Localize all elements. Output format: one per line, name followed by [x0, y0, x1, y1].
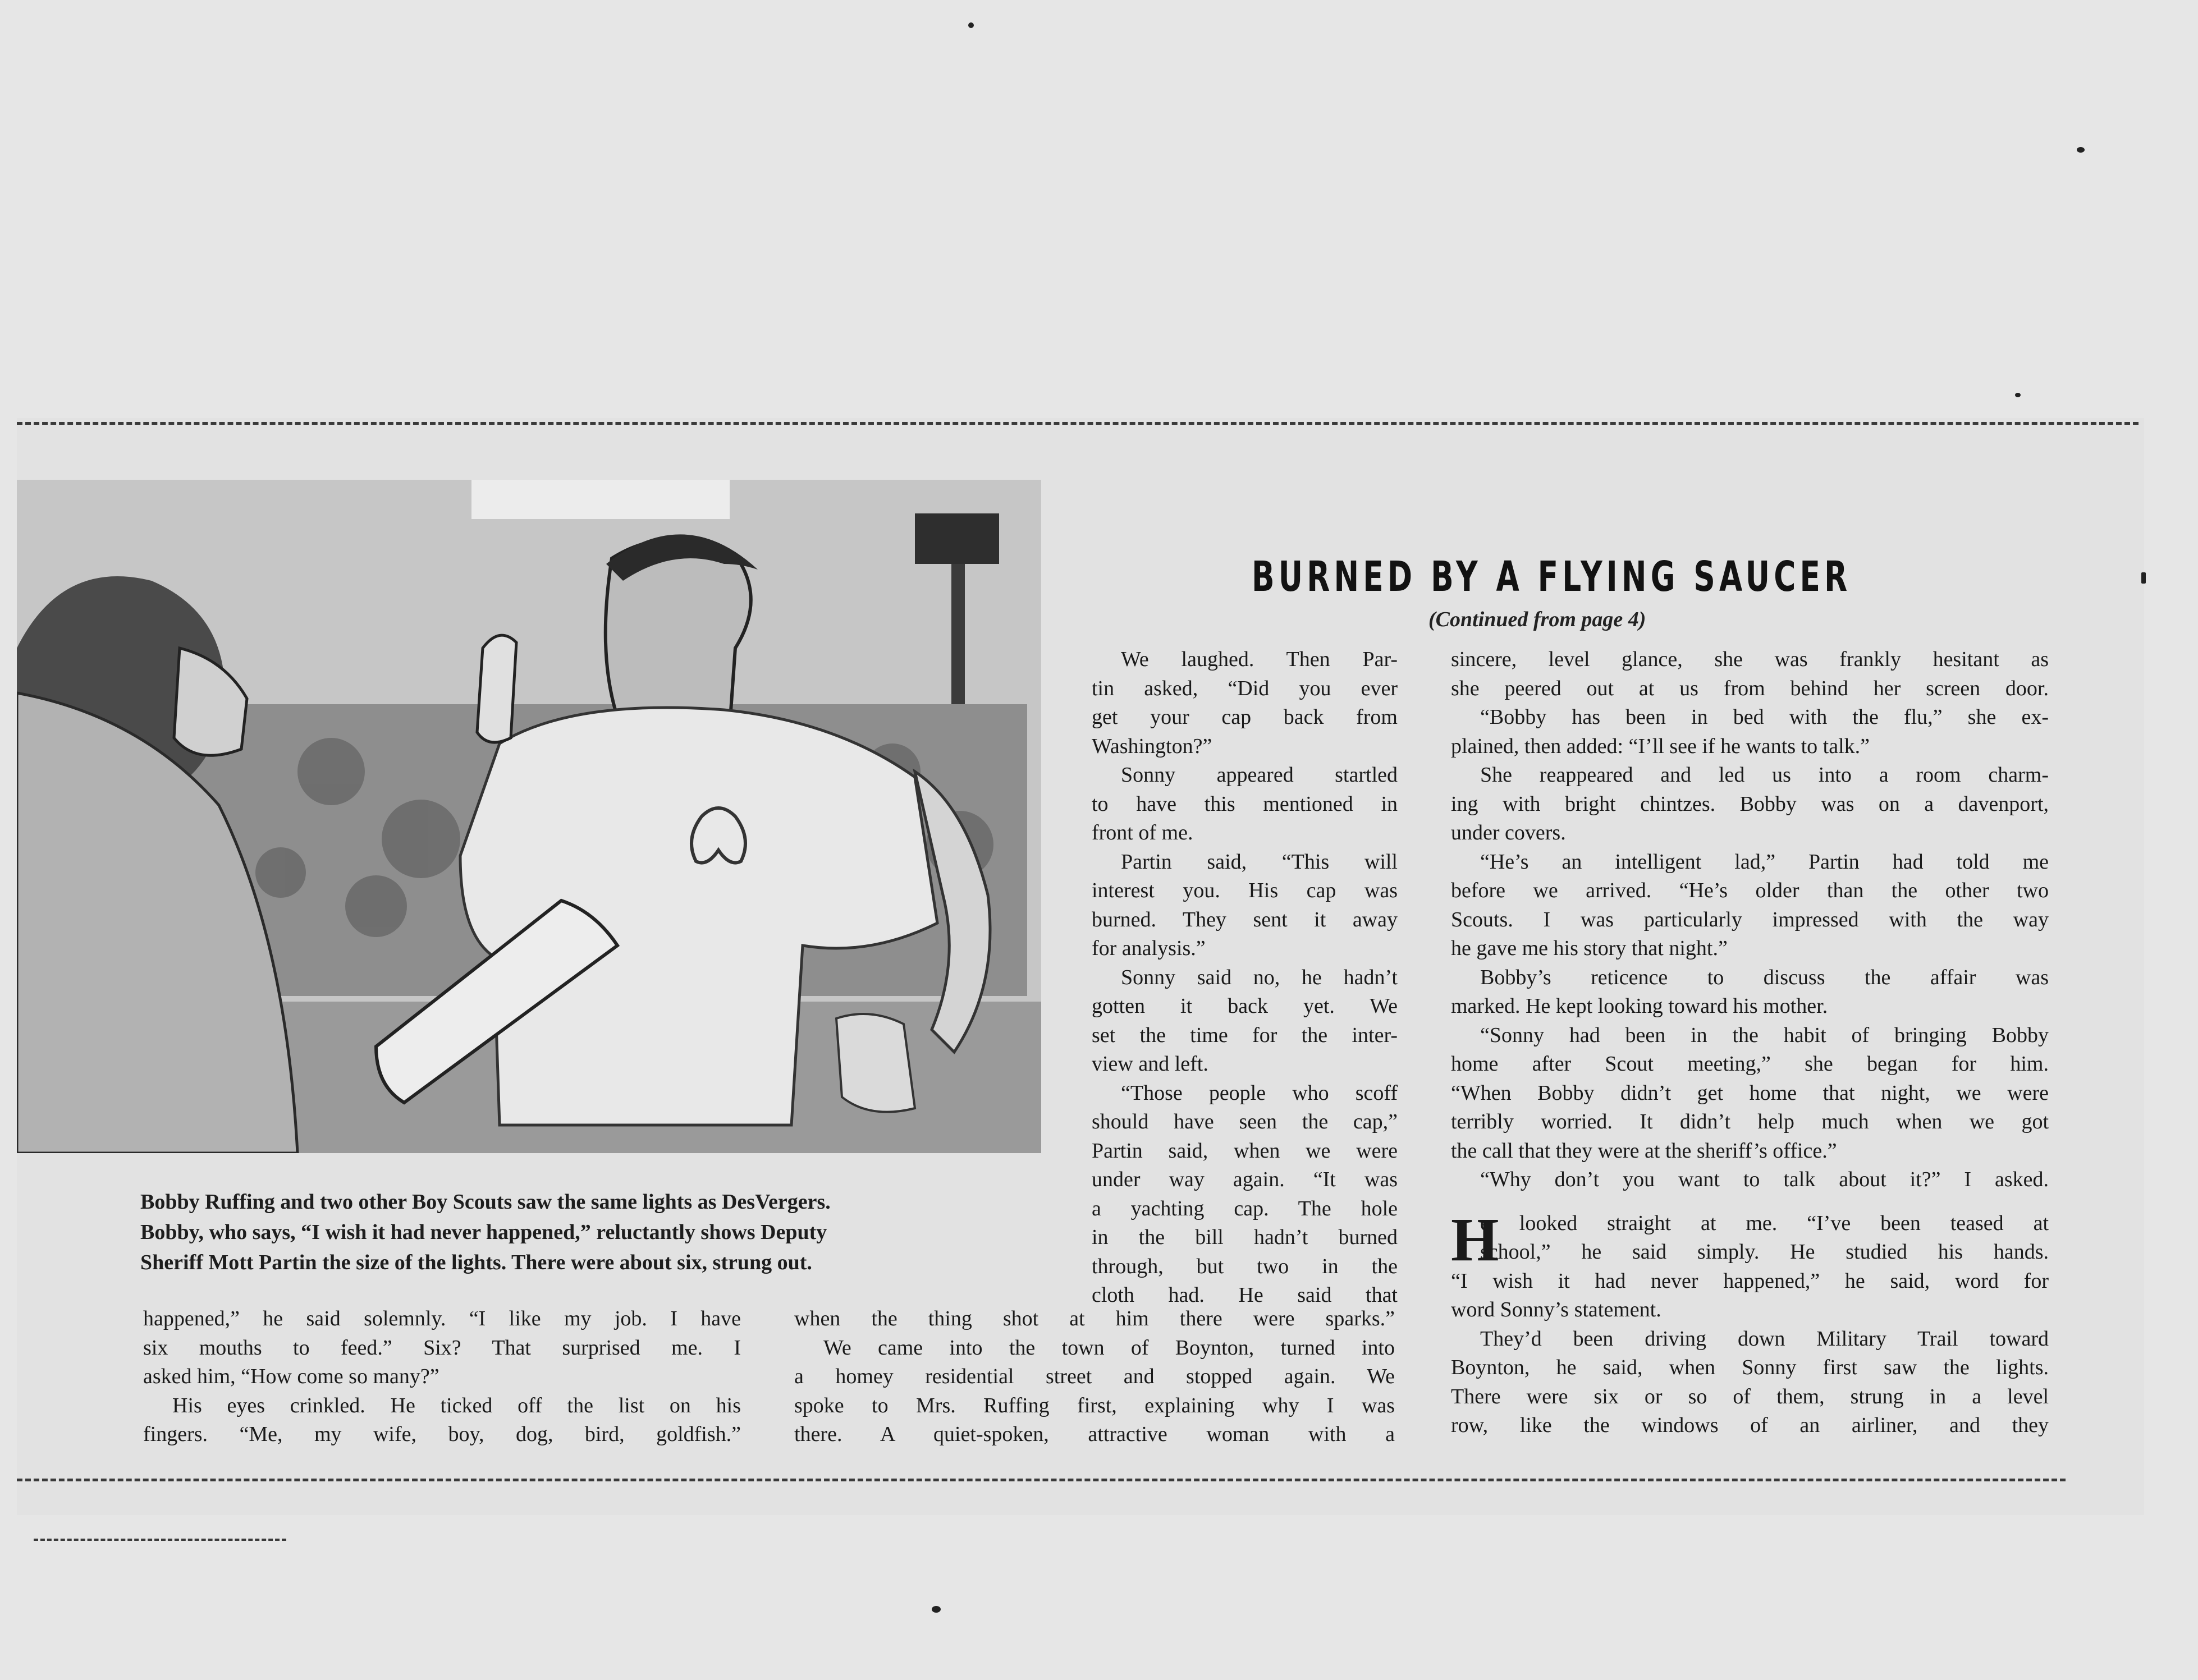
- text-line: “Why don’t you want to talk about it?” I asked.: [1480, 1168, 2049, 1191]
- text-line: She reappeared and led us into a room charm-: [1480, 763, 2049, 787]
- column-bottom-left: [143, 1305, 741, 1449]
- text-line: a yachting cap. The hole: [1092, 1196, 1398, 1220]
- print-speck: [932, 1606, 941, 1613]
- column-right: [1451, 645, 2049, 1440]
- print-speck: [2077, 147, 2085, 153]
- text-line: school,” he said simply. He studied his hands.: [1480, 1240, 2049, 1264]
- text-line: Sonny said no, he hadn’t: [1121, 965, 1398, 989]
- column-bottom-mid: [794, 1305, 1395, 1449]
- text-line: he gave me his story that night.”: [1451, 937, 1728, 960]
- text-line: marked. He kept looking toward his mother.: [1451, 994, 1828, 1018]
- text-line: happened,” he said solemnly. “I like my job. I have: [143, 1307, 741, 1330]
- text-line: get your cap back from: [1092, 705, 1398, 729]
- text-line: Partin said, when we were: [1092, 1139, 1398, 1163]
- text-line: We came into the town of Boynton, turned into: [823, 1335, 1395, 1360]
- text-line: Bobby’s reticence to discuss the affair was: [1480, 965, 2049, 989]
- text-line: view and left.: [1092, 1052, 1208, 1076]
- text-line: “Bobby has been in bed with the flu,” she ex-: [1480, 705, 2049, 729]
- text-line: ing with bright chintzes. Bobby was on a davenport,: [1451, 792, 2049, 816]
- text-line: sincere, level glance, she was frankly hesitant as: [1451, 648, 2049, 671]
- text-line: “He’s an intelligent lad,” Partin had told me: [1480, 850, 2049, 874]
- text-line: through, but two in the: [1092, 1254, 1398, 1278]
- continued-note: (Continued from page 4): [1428, 608, 1646, 631]
- text-line: when the thing shot at him there were sparks.”: [794, 1307, 1395, 1330]
- text-line: There were six or so of them, strung in a level: [1451, 1384, 2049, 1408]
- text-line: Boynton, he said, when Sonny first saw the lights.: [1451, 1356, 2049, 1379]
- text-line: Scouts. I was particularly impressed with the way: [1451, 907, 2049, 931]
- text-line: His eyes crinkled. He ticked off the list on his: [172, 1393, 741, 1417]
- text-line: “When Bobby didn’t get home that night, we were: [1451, 1081, 2049, 1105]
- photo-illustration: [17, 480, 1041, 1153]
- print-speck: [2015, 393, 2021, 397]
- text-line: burned. They sent it away: [1092, 907, 1398, 931]
- text-line: Washington?”: [1092, 734, 1212, 758]
- text-line: to have this mentioned in: [1092, 792, 1398, 816]
- bottom-edge-rule: [34, 1539, 286, 1541]
- caption-line: Sheriff Mott Partin the size of the lights. There were about six, strung out.: [140, 1251, 812, 1274]
- text-line: interest you. His cap was: [1092, 879, 1398, 902]
- text-line: terribly worried. It didn’t help much when we got: [1451, 1110, 2049, 1133]
- text-line: plained, then added: “I’ll see if he wants to talk.”: [1451, 734, 1870, 758]
- text-line: word Sonny’s statement.: [1451, 1298, 1661, 1321]
- text-line: We laughed. Then Par-: [1121, 648, 1398, 671]
- text-line: They’d been driving down Military Trail toward: [1480, 1326, 2049, 1351]
- text-line: Partin said, “This will: [1121, 850, 1398, 874]
- text-line: “I wish it had never happened,” he said, word for: [1451, 1269, 2049, 1293]
- print-speck: [2141, 572, 2146, 584]
- text-line: set the time for the inter-: [1092, 1023, 1398, 1047]
- text-line: a homey residential street and stopped again. We: [794, 1365, 1395, 1388]
- text-line: there. A quiet-spoken, attractive woman with a: [794, 1422, 1395, 1446]
- article-photo: [17, 480, 1041, 1153]
- text-line: “Sonny had been in the habit of bringing Bobby: [1480, 1023, 2049, 1047]
- text-line: before we arrived. “He’s older than the other two: [1451, 879, 2049, 902]
- text-line: gotten it back yet. We: [1092, 994, 1398, 1018]
- text-line: tin asked, “Did you ever: [1092, 676, 1398, 700]
- text-line: should have seen the cap,”: [1092, 1110, 1398, 1133]
- text-line: in the bill hadn’t burned: [1092, 1225, 1398, 1249]
- text-line: under covers.: [1451, 821, 1566, 844]
- text-line: spoke to Mrs. Ruffing first, explaining why I was: [794, 1393, 1395, 1417]
- text-line: under way again. “It was: [1092, 1168, 1398, 1191]
- text-line: for analysis.”: [1092, 937, 1206, 960]
- text-line: home after Scout meeting,” she began for him.: [1451, 1052, 2049, 1076]
- text-line: front of me.: [1092, 821, 1193, 844]
- text-line: the call that they were at the sheriff’s office.”: [1451, 1139, 1837, 1163]
- text-line: cloth had. He said that: [1092, 1283, 1398, 1307]
- print-speck: [968, 22, 974, 28]
- top-rule: [17, 422, 2139, 425]
- dropcap-paragraph: [1451, 1205, 2049, 1274]
- text-line: “Those people who scoff: [1121, 1081, 1398, 1105]
- column-narrow: [1092, 645, 1398, 1310]
- text-line: asked him, “How come so many?”: [143, 1365, 439, 1388]
- text-line: fingers. “Me, my wife, boy, dog, bird, goldfish.”: [143, 1422, 741, 1446]
- text-line: Sonny appeared startled: [1121, 763, 1398, 787]
- article-headline: BURNED BY A FLYING SAUCER: [1252, 553, 1852, 601]
- photo-caption: [140, 1187, 1044, 1278]
- bottom-rule: [17, 1479, 2066, 1481]
- caption-line: Bobby Ruffing and two other Boy Scouts saw the same lights as DesVergers.: [140, 1190, 831, 1214]
- text-line: e looked straight at me. “I’ve been teased at: [1480, 1211, 2049, 1235]
- text-line: she peered out at us from behind her screen door.: [1451, 676, 2049, 700]
- text-line: six mouths to feed.” Six? That surprised me. I: [143, 1335, 741, 1360]
- text-line: row, like the windows of an airliner, and they: [1451, 1413, 2049, 1437]
- caption-line: Bobby, who says, “I wish it had never happened,” reluctantly shows Deputy: [140, 1220, 827, 1244]
- dropcap-letter: H: [1451, 1205, 1499, 1274]
